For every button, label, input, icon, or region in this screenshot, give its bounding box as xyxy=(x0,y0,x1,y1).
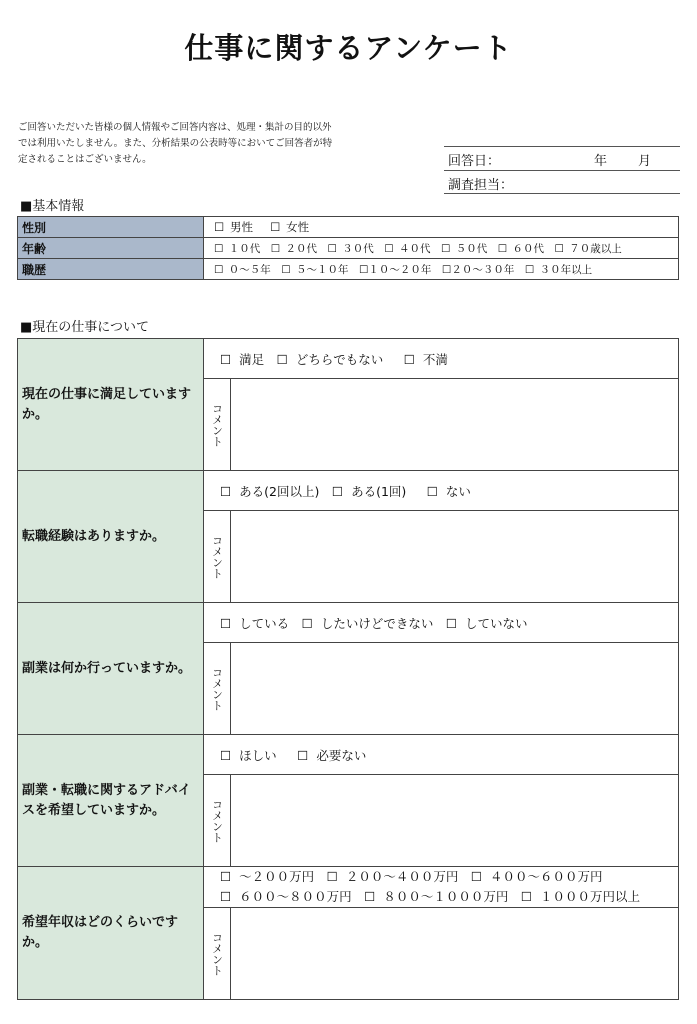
table-row xyxy=(18,603,679,643)
table-row xyxy=(18,238,679,259)
income-options-line: ☐ ～２００万円 ☐ ２００～４００万円 ☐ ４００～６００万円 xyxy=(220,869,603,884)
question-desired-income: 希望年収はどのくらいですか。 xyxy=(18,867,204,1000)
answer-date-row[interactable] xyxy=(444,146,680,170)
advice-options[interactable]: ☐ ほしい ☐ 必要ない xyxy=(204,735,679,775)
privacy-line: ご回答いただいた皆様の個人情報やご回答内容は、処理・集計の目的以外 xyxy=(18,122,332,133)
income-options-line: ☐ ６００～８００万円 ☐ ８００～１０００万円 ☐ １０００万円以上 xyxy=(220,889,641,904)
basic-info-heading: ■基本情報 xyxy=(20,199,85,214)
staff-row[interactable] xyxy=(444,170,680,194)
career-label: 職歴 xyxy=(18,259,204,280)
age-options[interactable]: ☐ １０代 ☐ ２０代 ☐ ３０代 ☐ ４０代 ☐ ５０代 ☐ ６０代 ☐ ７０歳以上 xyxy=(204,238,679,259)
gender-label: 性別 xyxy=(18,217,204,238)
comment-field[interactable] xyxy=(231,908,679,1000)
comment-field[interactable] xyxy=(231,643,679,735)
income-options[interactable] xyxy=(204,867,679,908)
table-row xyxy=(18,339,679,379)
privacy-line: 定されることはございません。 xyxy=(18,154,152,165)
table-row xyxy=(18,867,679,908)
table-row xyxy=(18,217,679,238)
comment-field[interactable] xyxy=(231,775,679,867)
table-row xyxy=(18,471,679,511)
table-row xyxy=(18,735,679,775)
meta-box xyxy=(444,146,680,194)
question-advice: 副業・転職に関するアドバイスを希望していますか。 xyxy=(18,735,204,867)
month-label: 月 xyxy=(638,154,652,169)
age-label: 年齢 xyxy=(18,238,204,259)
question-side-job: 副業は何か行っていますか。 xyxy=(18,603,204,735)
satisfaction-options[interactable]: ☐ 満足 ☐ どちらでもない ☐ 不満 xyxy=(204,339,679,379)
side-job-options[interactable]: ☐ している ☐ したいけどできない ☐ していない xyxy=(204,603,679,643)
basic-info-table xyxy=(17,216,679,280)
comment-label: コメント xyxy=(204,379,231,471)
comment-label: コメント xyxy=(204,643,231,735)
privacy-notice xyxy=(18,120,378,168)
table-row xyxy=(18,259,679,280)
privacy-line: では利用いたしません。また、分析結果の公表時等においてご回答者が特 xyxy=(18,138,333,149)
page-title: 仕事に関するアンケート xyxy=(184,31,513,65)
comment-label: コメント xyxy=(204,511,231,603)
year-label: 年 xyxy=(594,154,608,169)
comment-label: コメント xyxy=(204,908,231,1000)
answer-date-label: 回答日： xyxy=(448,154,501,169)
survey-table xyxy=(17,338,679,1000)
career-options[interactable]: ☐ ０～５年 ☐ ５～１０年 ☐１０～２０年 ☐２０～３０年 ☐ ３０年以上 xyxy=(204,259,679,280)
comment-field[interactable] xyxy=(231,379,679,471)
question-satisfaction: 現在の仕事に満足していますか。 xyxy=(18,339,204,471)
job-change-options[interactable]: ☐ ある(2回以上) ☐ ある(1回) ☐ ない xyxy=(204,471,679,511)
gender-options[interactable]: ☐ 男性 ☐ 女性 xyxy=(204,217,679,238)
comment-field[interactable] xyxy=(231,511,679,603)
current-job-heading: ■現在の仕事について xyxy=(20,320,150,335)
comment-label: コメント xyxy=(204,775,231,867)
question-job-change: 転職経験はありますか。 xyxy=(18,471,204,603)
staff-label: 調査担当： xyxy=(448,178,514,193)
